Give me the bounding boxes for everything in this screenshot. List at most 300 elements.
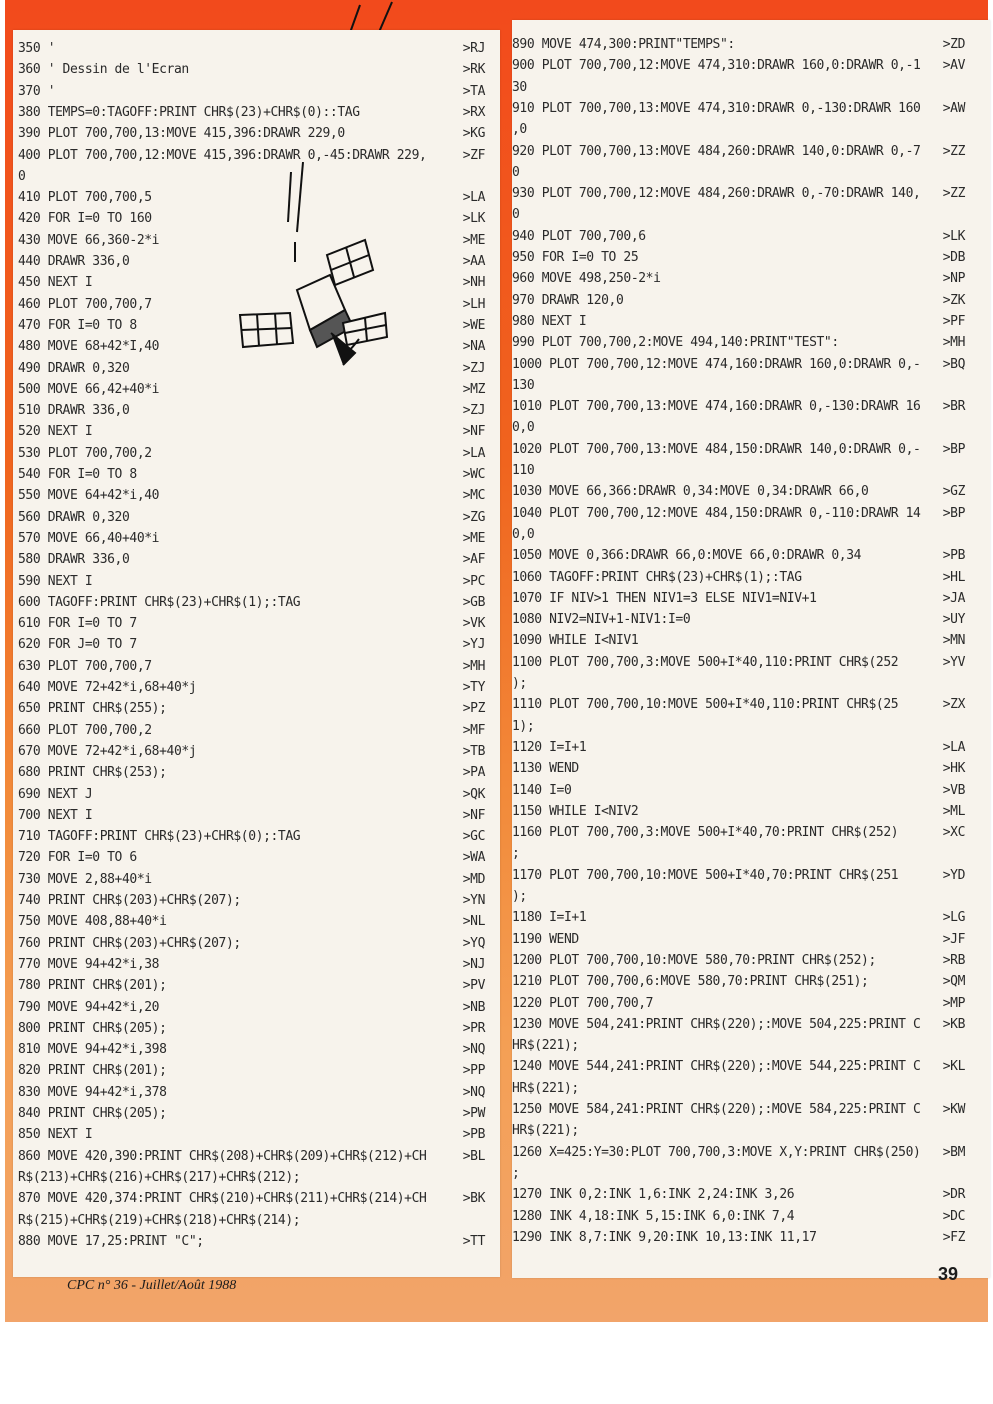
code-line: [13, 997, 500, 1018]
checksum: >LA: [462, 445, 485, 461]
code-text: 460 PLOT 700,700,7: [18, 296, 152, 312]
code-text: );: [512, 889, 527, 904]
checksum: >WE: [462, 317, 485, 333]
code-text: 30: [512, 79, 527, 95]
checksum: >MC: [462, 488, 485, 504]
checksum: >ZZ: [942, 143, 965, 159]
code-line: [512, 524, 990, 545]
code-text: 1120 I=I+1: [512, 739, 587, 755]
code-text: 380 TEMPS=0:TAGOFF:PRINT CHR$(23)+CHR$(0)::TAG: [18, 104, 360, 120]
code-text: 0: [18, 168, 26, 184]
code-text: 510 DRAWR 336,0: [18, 403, 130, 419]
code-line: [512, 1227, 990, 1248]
checksum: >ZG: [462, 509, 485, 525]
footer-magazine-info: CPC n° 36 - Juillet/Août 1988: [67, 1278, 237, 1293]
code-line: [13, 805, 500, 826]
checksum: >RB: [942, 952, 965, 968]
checksum: >ME: [462, 530, 485, 546]
checksum: >MH: [942, 335, 965, 351]
code-line: [512, 77, 990, 98]
code-text: ,0: [512, 122, 527, 138]
checksum: >BQ: [942, 356, 965, 372]
code-text: 1090 WHILE I<NIV1: [512, 633, 639, 649]
code-line: [512, 1206, 990, 1227]
code-text: 1290 INK 8,7:INK 9,20:INK 10,13:INK 11,17: [512, 1229, 817, 1245]
checksum: >PV: [462, 978, 485, 994]
code-line: [512, 119, 990, 140]
code-line: [13, 741, 500, 762]
code-text: 360 ' Dessin de l'Ecran: [18, 62, 189, 78]
code-text: 780 PRINT CHR$(201);: [18, 978, 167, 994]
code-text: 930 PLOT 700,700,12:MOVE 484,260:DRAWR 0,-70:DRAWR 140,: [512, 186, 921, 202]
checksum: >PR: [462, 1020, 485, 1036]
code-line: [512, 141, 990, 162]
code-line: [512, 971, 990, 992]
code-text: 110: [512, 463, 535, 478]
checksum: >DC: [942, 1208, 965, 1224]
checksum: >KL: [942, 1059, 965, 1075]
code-line: [512, 907, 990, 928]
code-text: 500 MOVE 66,42+40*i: [18, 381, 160, 397]
checksum: >TT: [462, 1233, 485, 1249]
checksum: >BM: [942, 1144, 965, 1160]
code-line: [13, 1188, 500, 1209]
code-line: [512, 55, 990, 76]
checksum: >MH: [462, 658, 485, 674]
checksum: >WC: [462, 467, 485, 482]
code-text: HR$(221);: [512, 1080, 579, 1096]
code-text: 1060 TAGOFF:PRINT CHR$(23)+CHR$(1);:TAG: [512, 569, 802, 585]
checksum: >VK: [462, 616, 485, 632]
code-text: 1040 PLOT 700,700,12:MOVE 484,150:DRAWR 0,-110:DRAWR 14: [512, 505, 921, 521]
checksum: >KW: [942, 1102, 965, 1117]
checksum: >MZ: [462, 381, 485, 397]
checksum: >AW: [942, 100, 965, 116]
checksum: >LG: [942, 910, 965, 926]
code-line: [13, 1039, 500, 1060]
code-text: 350 ': [18, 41, 56, 56]
checksum: >ZX: [942, 697, 965, 713]
checksum: >LK: [462, 211, 485, 227]
code-line: [13, 485, 500, 506]
code-line: [512, 439, 990, 460]
checksum: >BP: [942, 441, 965, 457]
code-line: [13, 592, 500, 613]
code-text: 1100 PLOT 700,700,3:MOVE 500+I*40,110:PRINT CHR$(252: [512, 654, 899, 670]
checksum: >NF: [462, 807, 485, 823]
code-text: R$(213)+CHR$(216)+CHR$(217)+CHR$(212);: [18, 1169, 301, 1185]
checksum: >TY: [462, 680, 485, 695]
code-line: [512, 1014, 990, 1035]
code-text: 750 MOVE 408,88+40*i: [18, 914, 167, 930]
listing-column-left: [13, 30, 500, 1277]
code-text: 790 MOVE 94+42*i,20: [18, 999, 160, 1015]
code-line: [13, 123, 500, 144]
checksum: >QM: [942, 974, 965, 990]
page-number: 39: [938, 1264, 959, 1284]
checksum: >NQ: [462, 1042, 485, 1058]
checksum: >KB: [942, 1016, 965, 1032]
code-text: 1280 INK 4,18:INK 5,15:INK 6,0:INK 7,4: [512, 1208, 795, 1224]
code-line: [13, 507, 500, 528]
code-text: 1270 INK 0,2:INK 1,6:INK 2,24:INK 3,26: [512, 1187, 795, 1203]
code-line: [512, 630, 990, 651]
code-text: 1150 WHILE I<NIV2: [512, 803, 639, 819]
checksum: >YN: [462, 893, 485, 908]
code-text: 590 NEXT I: [18, 573, 93, 589]
checksum: >ZK: [942, 292, 965, 308]
code-text: 600 TAGOFF:PRINT CHR$(23)+CHR$(1);:TAG: [18, 594, 301, 610]
code-line: [512, 226, 990, 247]
code-line: [512, 588, 990, 609]
code-line: [512, 311, 990, 332]
code-text: 900 PLOT 700,700,12:MOVE 474,310:DRAWR 160,0:DRAWR 0,-1: [512, 58, 921, 74]
code-text: 420 FOR I=0 TO 160: [18, 211, 152, 227]
code-text: 1200 PLOT 700,700,10:MOVE 580,70:PRINT CHR$(252);: [512, 952, 876, 968]
code-text: 770 MOVE 94+42*i,38: [18, 956, 160, 972]
code-text: 700 NEXT I: [18, 807, 93, 823]
code-line: [512, 98, 990, 119]
checksum: >NQ: [462, 1084, 485, 1100]
code-line: [512, 567, 990, 588]
listing-column-right: [512, 20, 990, 1278]
checksum: >GZ: [942, 484, 965, 500]
code-text: 370 ': [18, 83, 56, 99]
code-line: [13, 847, 500, 868]
code-line: [512, 268, 990, 289]
code-text: 1080 NIV2=NIV+1-NIV1:I=0: [512, 612, 691, 628]
checksum: >NA: [462, 339, 485, 355]
code-text: 1220 PLOT 700,700,7: [512, 995, 654, 1011]
code-text: 620 FOR J=0 TO 7: [18, 637, 137, 653]
code-text: 980 NEXT I: [512, 313, 587, 329]
checksum: >MN: [942, 633, 965, 649]
checksum: >ZJ: [462, 360, 485, 376]
code-line: [512, 673, 990, 694]
checksum: >MD: [462, 871, 485, 887]
code-line: [512, 396, 990, 417]
code-text: 810 MOVE 94+42*i,398: [18, 1042, 167, 1058]
checksum: >DB: [942, 250, 965, 265]
checksum: >PA: [462, 765, 485, 781]
code-line: [13, 933, 500, 954]
code-text: 1130 WEND: [512, 761, 579, 777]
checksum: >VB: [942, 782, 965, 798]
code-line: [512, 737, 990, 758]
checksum: >WA: [462, 850, 485, 866]
code-text: 940 PLOT 700,700,6: [512, 228, 646, 244]
code-text: 990 PLOT 700,700,2:MOVE 494,140:PRINT"TEST":: [512, 335, 839, 351]
code-text: 130: [512, 377, 535, 393]
code-text: 680 PRINT CHR$(253);: [18, 765, 167, 781]
code-line: [13, 1124, 500, 1145]
code-text: 850 NEXT I: [18, 1127, 93, 1143]
code-line: [512, 609, 990, 630]
code-line: [13, 911, 500, 932]
code-text: 970 DRAWR 120,0: [512, 292, 624, 308]
code-line: [13, 528, 500, 549]
satellite-illustration: [235, 235, 390, 380]
checksum: >AA: [462, 254, 485, 269]
code-text: 880 MOVE 17,25:PRINT "C";: [18, 1233, 204, 1249]
checksum: >NF: [462, 424, 485, 440]
checksum: >RJ: [462, 41, 485, 56]
checksum: >ZF: [462, 147, 485, 163]
code-text: ;: [512, 846, 520, 862]
code-text: 820 PRINT CHR$(201);: [18, 1063, 167, 1079]
code-line: [512, 354, 990, 375]
code-text: 1030 MOVE 66,366:DRAWR 0,34:MOVE 0,34:DRAWR 66,0: [512, 484, 869, 500]
code-line: [13, 1167, 500, 1188]
checksum: >BP: [942, 505, 965, 521]
code-text: 670 MOVE 72+42*i,68+40*j: [18, 743, 197, 759]
code-text: 540 FOR I=0 TO 8: [18, 467, 137, 482]
code-text: 430 MOVE 66,360-2*i: [18, 232, 160, 248]
code-text: );: [512, 676, 527, 691]
code-text: ;: [512, 1165, 520, 1181]
code-line: [13, 826, 500, 847]
checksum: >PB: [462, 1127, 485, 1143]
checksum: >PZ: [462, 701, 485, 717]
code-line: [512, 1056, 990, 1077]
code-text: 390 PLOT 700,700,13:MOVE 415,396:DRAWR 229,0: [18, 126, 345, 142]
code-line: [13, 698, 500, 719]
checksum: >PF: [942, 313, 965, 329]
code-line: [13, 720, 500, 741]
checksum: >BR: [942, 399, 965, 415]
code-text: HR$(221);: [512, 1123, 579, 1139]
code-text: 1170 PLOT 700,700,10:MOVE 500+I*40,70:PRINT CHR$(251: [512, 867, 899, 883]
checksum: >PB: [942, 548, 965, 564]
code-text: 610 FOR I=0 TO 7: [18, 616, 137, 632]
code-text: 1050 MOVE 0,366:DRAWR 66,0:MOVE 66,0:DRAWR 0,34: [512, 548, 862, 564]
code-text: 560 DRAWR 0,320: [18, 509, 130, 525]
code-line: [512, 780, 990, 801]
code-line: [13, 571, 500, 592]
code-line: [13, 890, 500, 911]
code-line: [13, 613, 500, 634]
code-line: [512, 865, 990, 886]
code-text: 1180 I=I+1: [512, 910, 587, 926]
code-text: R$(215)+CHR$(219)+CHR$(218)+CHR$(214);: [18, 1212, 301, 1228]
code-line: [512, 290, 990, 311]
code-line: [512, 950, 990, 971]
code-line: [13, 1231, 500, 1252]
code-text: 490 DRAWR 0,320: [18, 360, 130, 376]
checksum: >NJ: [462, 956, 485, 972]
code-text: 650 PRINT CHR$(255);: [18, 701, 167, 717]
checksum: >PW: [462, 1106, 485, 1121]
code-text: 830 MOVE 94+42*i,378: [18, 1084, 167, 1100]
code-line: [13, 1103, 500, 1124]
code-text: 720 FOR I=0 TO 6: [18, 850, 137, 866]
code-text: 800 PRINT CHR$(205);: [18, 1020, 167, 1036]
code-line: [512, 1099, 990, 1120]
code-text: 480 MOVE 68+42*I,40: [18, 339, 160, 355]
checksum: >BL: [462, 1148, 485, 1164]
code-line: [13, 443, 500, 464]
code-line: [13, 145, 500, 166]
code-text: 1240 MOVE 544,241:PRINT CHR$(220);:MOVE 544,225:PRINT C: [512, 1059, 921, 1075]
code-line: [13, 208, 500, 229]
code-line: [512, 481, 990, 502]
code-text: 910 PLOT 700,700,13:MOVE 474,310:DRAWR 0,-130:DRAWR 160: [512, 100, 921, 116]
code-line: [512, 843, 990, 864]
checksum: >NP: [942, 271, 965, 287]
code-text: 470 FOR I=0 TO 8: [18, 317, 137, 333]
code-line: [512, 34, 990, 55]
code-text: 0,0: [512, 526, 535, 542]
code-line: [13, 38, 500, 59]
code-text: 1210 PLOT 700,700,6:MOVE 580,70:PRINT CHR$(251);: [512, 974, 869, 990]
code-line: [512, 801, 990, 822]
code-line: [13, 1060, 500, 1081]
code-line: [512, 162, 990, 183]
code-line: [512, 929, 990, 950]
code-text: 690 NEXT J: [18, 786, 93, 802]
code-line: [512, 183, 990, 204]
code-line: [13, 869, 500, 890]
checksum: >DR: [942, 1187, 965, 1203]
code-line: [512, 1078, 990, 1099]
code-text: 660 PLOT 700,700,2: [18, 722, 152, 738]
code-line: [13, 677, 500, 698]
checksum: >LK: [942, 228, 965, 244]
code-text: 580 DRAWR 336,0: [18, 552, 130, 568]
code-line: [13, 975, 500, 996]
code-text: 400 PLOT 700,700,12:MOVE 415,396:DRAWR 0,-45:DRAWR 229,: [18, 147, 427, 163]
code-line: [512, 1184, 990, 1205]
code-line: [13, 634, 500, 655]
code-text: 1010 PLOT 700,700,13:MOVE 474,160:DRAWR 0,-130:DRAWR 16: [512, 399, 921, 415]
checksum: >LA: [942, 739, 965, 755]
code-text: 710 TAGOFF:PRINT CHR$(23)+CHR$(0);:TAG: [18, 829, 301, 845]
code-text: 1230 MOVE 504,241:PRINT CHR$(220);:MOVE 504,225:PRINT C: [512, 1016, 921, 1032]
code-text: 1070 IF NIV>1 THEN NIV1=3 ELSE NIV1=NIV+1: [512, 590, 817, 606]
code-line: [512, 247, 990, 268]
checksum: >MF: [462, 722, 485, 738]
code-text: 860 MOVE 420,390:PRINT CHR$(208)+CHR$(209)+CHR$(212)+CH: [18, 1148, 427, 1164]
code-text: 550 MOVE 64+42*i,40: [18, 488, 160, 504]
code-line: [512, 758, 990, 779]
code-line: [13, 464, 500, 485]
code-text: 920 PLOT 700,700,13:MOVE 484,260:DRAWR 140,0:DRAWR 0,-7: [512, 143, 921, 159]
checksum: >NL: [462, 914, 485, 930]
checksum: >YJ: [462, 637, 485, 653]
code-text: 450 NEXT I: [18, 275, 93, 291]
code-line: [512, 417, 990, 438]
code-line: [512, 886, 990, 907]
code-line: [13, 762, 500, 783]
checksum: >PP: [462, 1063, 485, 1079]
code-text: 410 PLOT 700,700,5: [18, 190, 152, 206]
checksum: >ZJ: [462, 403, 485, 419]
code-line: [13, 81, 500, 102]
code-text: 730 MOVE 2,88+40*i: [18, 871, 152, 887]
checksum: >LA: [462, 190, 485, 206]
code-text: 960 MOVE 498,250-2*i: [512, 271, 661, 287]
checksum: >QK: [462, 786, 485, 802]
code-text: 630 PLOT 700,700,7: [18, 658, 152, 674]
code-text: 520 NEXT I: [18, 424, 93, 440]
code-line: [13, 656, 500, 677]
code-text: 1250 MOVE 584,241:PRINT CHR$(220);:MOVE 584,225:PRINT C: [512, 1102, 921, 1117]
code-text: 840 PRINT CHR$(205);: [18, 1106, 167, 1121]
code-line: [512, 1120, 990, 1141]
code-text: 890 MOVE 474,300:PRINT"TEMPS":: [512, 37, 735, 52]
code-line: [512, 822, 990, 843]
code-text: 1260 X=425:Y=30:PLOT 700,700,3:MOVE X,Y:PRINT CHR$(250): [512, 1144, 921, 1160]
code-text: HR$(221);: [512, 1038, 579, 1054]
checksum: >LH: [462, 296, 485, 312]
checksum: >RK: [462, 62, 485, 78]
code-line: [13, 400, 500, 421]
code-line: [13, 421, 500, 442]
code-text: 1000 PLOT 700,700,12:MOVE 474,160:DRAWR 160,0:DRAWR 0,-: [512, 356, 921, 372]
code-text: 760 PRINT CHR$(203)+CHR$(207);: [18, 935, 241, 951]
code-line: [512, 1163, 990, 1184]
checksum: >BK: [462, 1191, 485, 1207]
code-line: [512, 1142, 990, 1163]
code-text: 740 PRINT CHR$(203)+CHR$(207);: [18, 893, 241, 908]
code-line: [512, 1035, 990, 1056]
code-line: [512, 545, 990, 566]
code-line: [512, 652, 990, 673]
code-line: [512, 375, 990, 396]
checksum: >ZD: [942, 37, 965, 52]
checksum: >RX: [462, 104, 485, 120]
code-text: 1);: [512, 718, 535, 734]
checksum: >FZ: [942, 1229, 965, 1245]
checksum: >TB: [462, 743, 485, 759]
checksum: >PC: [462, 573, 485, 589]
code-line: [13, 1018, 500, 1039]
code-line: [13, 59, 500, 80]
code-text: 950 FOR I=0 TO 25: [512, 250, 639, 265]
checksum: >JA: [942, 590, 965, 606]
code-line: [512, 716, 990, 737]
checksum: >ZZ: [942, 186, 965, 202]
checksum: >JF: [942, 931, 965, 947]
checksum: >NB: [462, 999, 485, 1015]
code-text: 870 MOVE 420,374:PRINT CHR$(210)+CHR$(211)+CHR$(214)+CH: [18, 1191, 427, 1207]
checksum: >NH: [462, 275, 485, 291]
checksum: >YQ: [462, 935, 485, 951]
code-text: 570 MOVE 66,40+40*i: [18, 530, 160, 546]
code-line: [13, 102, 500, 123]
checksum: >YV: [942, 654, 965, 670]
code-text: 640 MOVE 72+42*i,68+40*j: [18, 680, 197, 695]
code-text: 1110 PLOT 700,700,10:MOVE 500+I*40,110:PRINT CHR$(25: [512, 697, 899, 713]
code-line: [13, 379, 500, 400]
checksum: >GB: [462, 594, 485, 610]
checksum: >AV: [942, 58, 965, 74]
checksum: >AF: [462, 552, 485, 568]
code-text: 1020 PLOT 700,700,13:MOVE 484,150:DRAWR 140,0:DRAWR 0,-: [512, 441, 921, 457]
code-text: 0: [512, 164, 520, 180]
checksum: >HL: [942, 569, 965, 585]
checksum: >MP: [942, 995, 965, 1011]
checksum: >TA: [462, 83, 485, 99]
code-line: [13, 1082, 500, 1103]
code-line: [13, 1146, 500, 1167]
code-line: [13, 954, 500, 975]
code-text: 1190 WEND: [512, 931, 579, 947]
code-line: [512, 204, 990, 225]
code-text: 1160 PLOT 700,700,3:MOVE 500+I*40,70:PRINT CHR$(252): [512, 825, 899, 841]
code-text: 0: [512, 207, 520, 223]
checksum: >ML: [942, 803, 965, 819]
